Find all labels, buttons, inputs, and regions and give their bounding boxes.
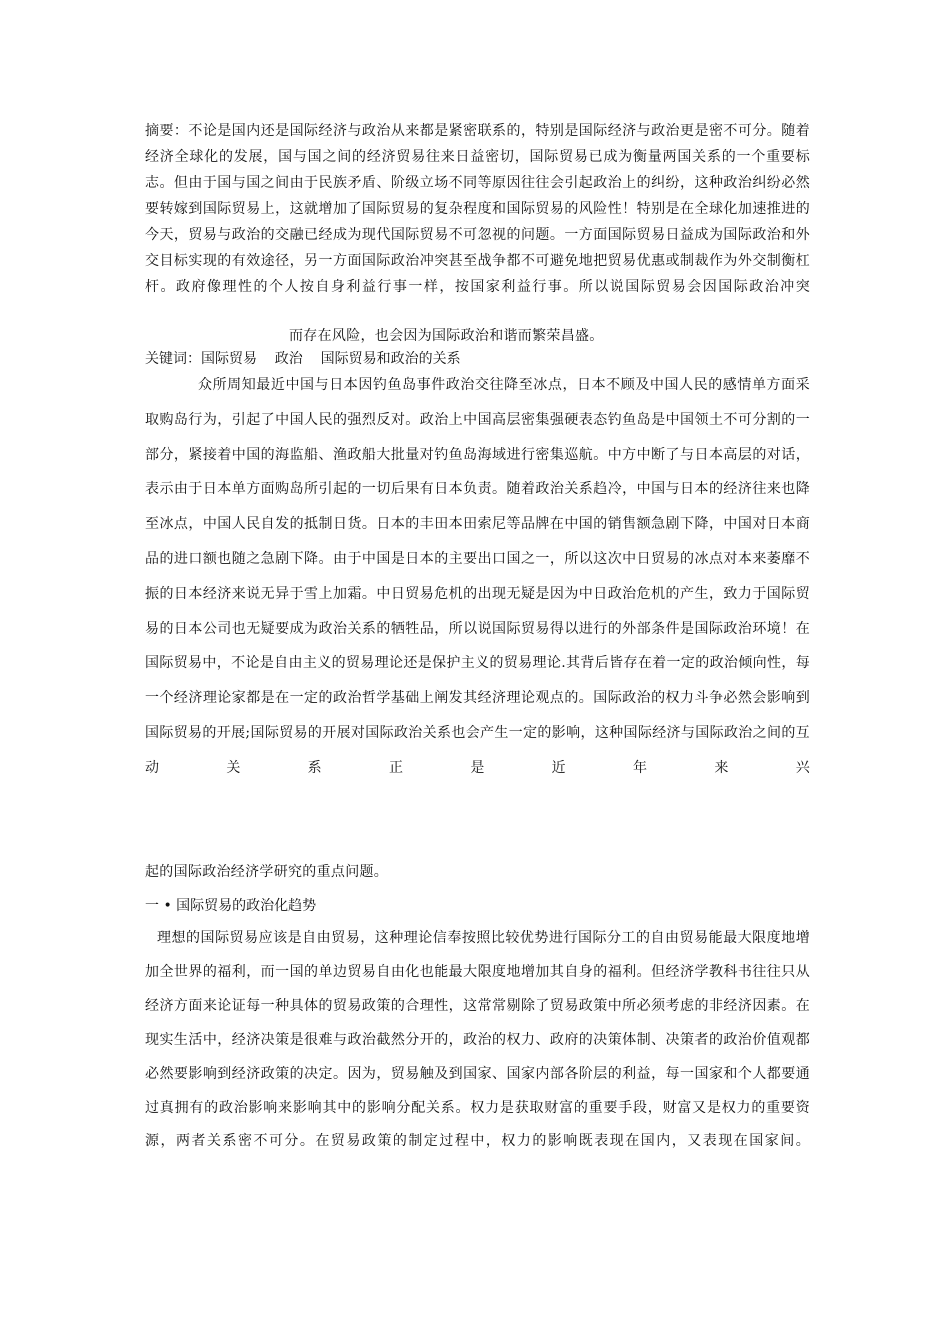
abstract-last-line: 而存在风险，也会因为国际政治和谐而繁荣昌盛。: [289, 328, 604, 344]
intro-last-line: 起的国际政治经济学研究的重点问题。: [145, 864, 389, 880]
section-paragraph: 理想的国际贸易应该是自由贸易，这种理论信奉按照比较优势进行国际分工的自由贸易能最大限度地增加全世界的福利，而一国的单边贸易自由化也能最大限度地增加其自身的福利。但经济学教科书往往只从经济方面来论证每一种具体的贸易政策的合理性，这常常剔除了贸易政策中所必须考虑的非经济因素。在现实生活中，经济决策是很难与政治截然分开的，政治的权力、政府的决策体制、决策者的政治价值观都必然要影响到经济政策的决定。因为，贸易触及到国家、国家内部各阶层的利益，每一国家和个人都要通过真拥有的政治影响来影响其中的影响分配关系。权力是获取财富的重要手段，财富又是权力的重要资源，两者关系密不可分。在贸易政策的制定过程中，权力的影响既表现在国内，又表现在国家间。: [145, 930, 810, 1150]
section-heading: 一 • 国际贸易的政治化趋势: [145, 898, 317, 914]
abstract-paragraph: 摘要：不论是国内还是国际经济与政治从来都是紧密联系的，特别是国际经济与政治更是密不可分。随着经济全球化的发展，国与国之间的经济贸易往来日益密切，国际贸易已成为衡量两国关系的一个重要标志。但由于国与国之间由于民族矛盾、阶级立场不同等原因往往会引起政治上的纠纷，这种政治纠纷必然要转嫁到国际贸易上，这就增加了国际贸易的复杂程度和国际贸易的风险性！特别是在全球化加速推进的今天，贸易与政治的交融已经成为现代国际贸易不可忽视的问题。一方面国际贸易日益成为国际政治和外交目标实现的有效途径，另一方面国际政治冲突甚至战争都不可避免地把贸易优惠或制裁作为外交制衡杠杆。政府像理性的个人按自身利益行事一样，按国家利益行事。所以说国际贸易会因国际政治冲突: [145, 123, 810, 295]
keywords-line: 关键词：国际贸易 政治 国际贸易和政治的关系: [145, 351, 461, 367]
intro-paragraph: 众所周知最近中国与日本因钓鱼岛事件政治交往降至冰点，日本不顾及中国人民的感情单方面采取购岛行为，引起了中国人民的强烈反对。政治上中国高层密集强硬表态钓鱼岛是中国领土不可分割的一部分，紧接着中国的海监船、渔政船大批量对钓鱼岛海域进行密集巡航。中方中断了与日本高层的对话，表示由于日本单方面购岛所引起的一切后果有日本负责。随着政治关系趋冷，中国与日本的经济往来也降至冰点，中国人民自发的抵制日货。日本的丰田本田索尼等品牌在中国的销售额急剧下降，中国对日本商品的进口额也随之急剧下降。由于中国是日本的主要出口国之一，所以这次中日贸易的冰点对本来萎靡不振的日本经济来说无异于雪上加霜。中日贸易危机的出现无疑是因为中日政治危机的产生，致力于国际贸易的日本公司也无疑要成为政治关系的牺牲品，所以说国际贸易得以进行的外部条件是国际政治环境！在国际贸易中，不论是自由主义的贸易理论还是保护主义的贸易理论.其背后皆存在着一定的政治倾向性，每一个经济理论家都是在一定的政治哲学基础上阐发其经济理论观点的。国际政治的权力斗争必然会影响到国际贸易的开展;国际贸易的开展对国际政治关系也会产生一定的影响，这种国际经济与国际政治之间的互动关系正是近年来兴: [145, 377, 810, 776]
